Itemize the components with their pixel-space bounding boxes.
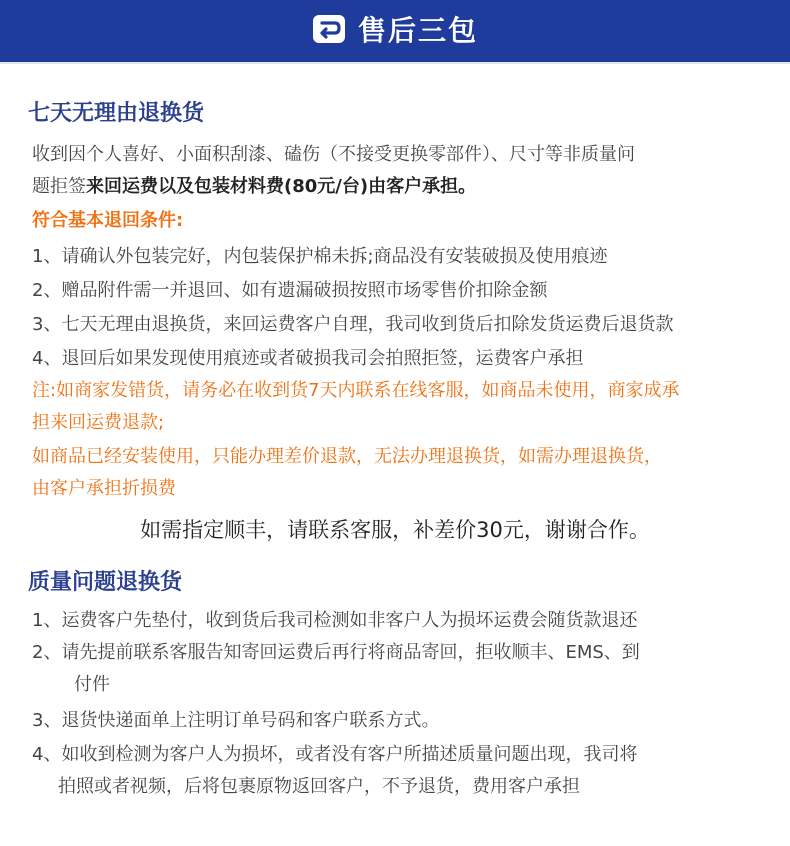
section1-heading: 七天无理由退换货 (28, 101, 205, 126)
return-box-icon (312, 12, 346, 46)
note-line: 由客户承担折损费 (32, 478, 176, 499)
banner-title-text: 售后三包 (357, 14, 478, 47)
section2-line: 4、如收到检测为客户人为损坏，或者没有客户所描述质量问题出现，我司将 (32, 744, 638, 765)
section2-line: 2、请先提前联系客服告知寄回运费后再行将商品寄回，拒收顺丰、EMS、到 (32, 642, 640, 663)
condition-item: 2、赠品附件需一并退回、如有遗漏破损按照市场零售价扣除金额 (32, 280, 548, 301)
note-line: 注:如商家发错货，请务必在收到货7天内联系在线客服，如商品未使用，商家成承 (32, 380, 680, 401)
banner-divider (0, 62, 790, 64)
section1-desc-line1: 收到因个人喜好、小面积刮漆、磕伤（不接受更换零部件）、尺寸等非质量问 (32, 144, 635, 165)
desc-line2-bold: 来回运费以及包装材料费(80元/台)由客户承担。 (86, 176, 477, 197)
condition-item: 3、七天无理由退换货，来回运费客户自理，我司收到货后扣除发货运费后退货款 (32, 314, 674, 335)
conditions-heading: 符合基本退回条件: (32, 210, 184, 231)
section2-line: 1、运费客户先垫付，收到货后我司检测如非客户人为损坏运费会随货款退还 (32, 610, 638, 631)
section2-line: 3、退货快递面单上注明订单号码和客户联系方式。 (32, 710, 440, 731)
desc-line2-start: 题拒签 (32, 176, 86, 197)
sf-notice: 如需指定顺丰，请联系客服，补差价30元，谢谢合作。 (140, 518, 650, 542)
banner-title (0, 10, 790, 51)
condition-item: 1、请确认外包装完好，内包装保护棉未拆;商品没有安装破损及使用痕迹 (32, 246, 608, 267)
section1-desc-line2 (32, 172, 476, 198)
section2-heading: 质量问题退换货 (28, 570, 183, 595)
section2-line: 付件 (74, 674, 110, 695)
condition-item: 4、退回后如果发现使用痕迹或者破损我司会拍照拒签，运费客户承担 (32, 348, 584, 369)
note-line: 担来回运费退款; (32, 412, 165, 433)
section2-line: 拍照或者视频，后将包裹原物返回客户，不予退货，费用客户承担 (58, 776, 580, 797)
note-line: 如商品已经安装使用，只能办理差价退款，无法办理退换货，如需办理退换货， (32, 446, 662, 467)
